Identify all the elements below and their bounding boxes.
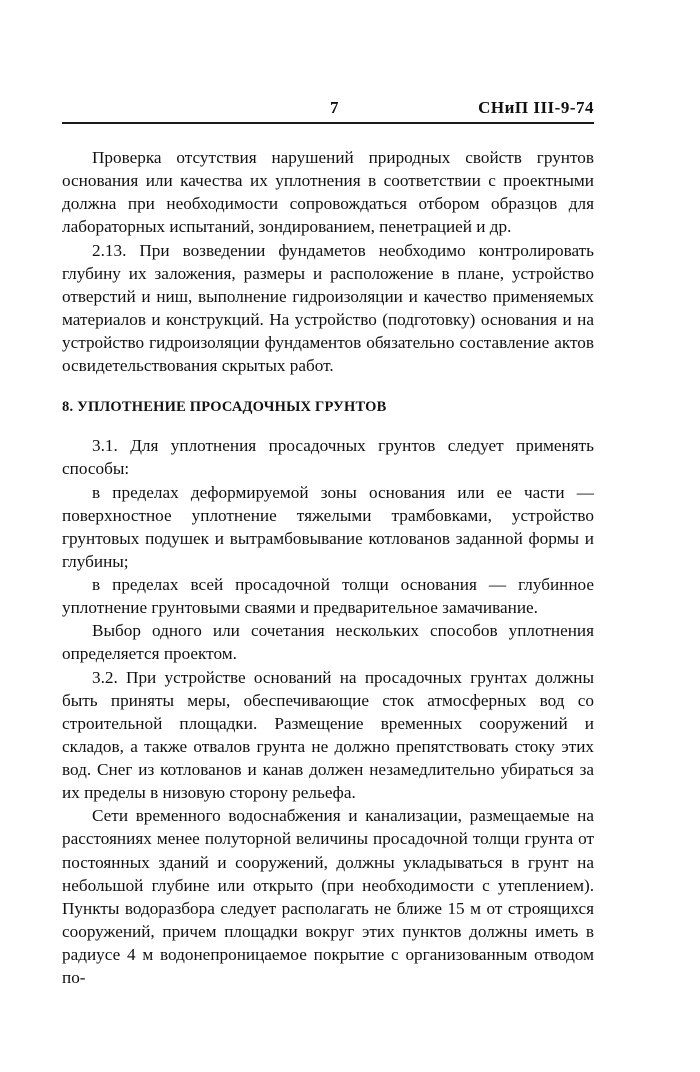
paragraph-3-2: 3.2. При устройстве оснований на просадочных грунтах должны быть приняты меры, обеспечивающие сток атмосферных вод со строительной площадки. Размещение временных сооружений и складов, а также отвалов грунта не должно препятствовать стоку этих вод. Снег из котлованов и канав должен незамедлительно убираться за их пределы в низовую сторону рельефа. [62, 667, 594, 803]
page-number: 7 [330, 98, 339, 117]
paragraph-intro: Проверка отсутствия нарушений природных свойств грунтов основания или качества их уплотнения в соответствии с проектными должна при необходимости сопровождаться отбором образцов для лабораторных испытаний, зондированием, пенетрацией и др. [62, 148, 594, 237]
paragraph-3-1-item-2: в пределах всей просадочной толщи основания — глубинное уплотнение грунтовыми сваями и предварительное замачивание. [62, 575, 594, 618]
section-heading: 8. УПЛОТНЕНИЕ ПРОСАДОЧНЫХ ГРУНТОВ [62, 399, 387, 416]
paragraph-3-1-choice: Выбор одного или сочетания нескольких способов уплотнения определяется проектом. [62, 621, 594, 664]
paragraph-2-13: 2.13. При возведении фундаметов необходимо контролировать глубину их заложения, размеры и расположение в плане, устройство отверстий и ниш, выполнение гидроизоляции и качество применяемых материалов и конструкций. На устройство (подготовку) основания и на устройство гидроизоляции фундаментов обязательно составление актов освидетельствования скрытых работ. [62, 240, 594, 376]
paragraph-networks: Сети временного водоснабжения и канализации, размещаемые на расстояниях менее полуторной величины просадочной толщи грунта от постоянных зданий и сооружений, должны укладываться в грунт на небольшой глубине или открыто (при необходимости с утеплением). Пункты водоразбора следует располагать не ближе 15 м от строящихся сооружений, причем площадки вокруг этих пунктов должны иметь в радиусе 4 м водонепроницаемое покрытие с организованным отводом по- [62, 806, 594, 988]
header-divider [62, 122, 594, 124]
paragraph-3-1: 3.1. Для уплотнения просадочных грунтов следует применять способы: [62, 436, 594, 479]
document-code: СНиП III-9-74 [478, 98, 594, 117]
page-header [62, 98, 594, 122]
page-content [62, 98, 594, 989]
paragraph-3-1-item-1: в пределах деформируемой зоны основания или ее части — поверхностное уплотнение тяжелыми трамбовками, устройство грунтовых подушек и вытрамбовывание котлованов заданной формы и глубины; [62, 482, 594, 571]
